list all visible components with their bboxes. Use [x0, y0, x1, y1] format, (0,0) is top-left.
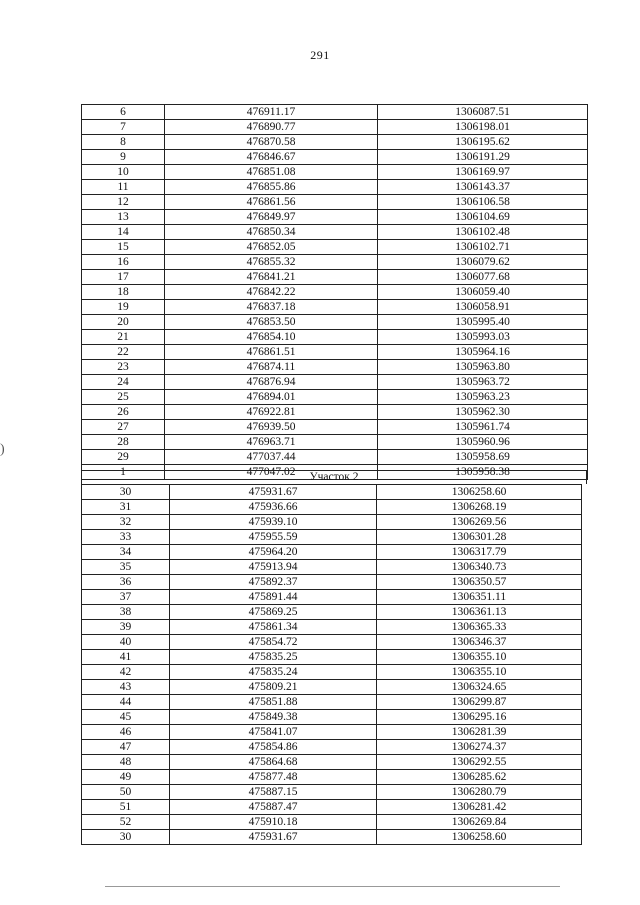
x-coordinate-cell: 475809.21	[170, 680, 377, 695]
y-coordinate-cell: 1306299.87	[377, 695, 582, 710]
point-number-cell: 33	[82, 530, 170, 545]
point-number-cell: 27	[82, 420, 165, 435]
table-row	[82, 830, 582, 845]
table-row	[82, 755, 582, 770]
x-coordinate-cell: 476846.67	[165, 150, 378, 165]
x-coordinate-cell: 476894.01	[165, 390, 378, 405]
table-row	[82, 420, 588, 435]
table-row	[82, 150, 588, 165]
table-row	[82, 575, 582, 590]
table-row	[82, 105, 588, 120]
x-coordinate-cell: 476837.18	[165, 300, 378, 315]
y-coordinate-cell: 1305962.30	[378, 405, 588, 420]
y-coordinate-cell: 1306274.37	[377, 740, 582, 755]
point-number-cell: 50	[82, 785, 170, 800]
table-row	[82, 605, 582, 620]
point-number-cell: 8	[82, 135, 165, 150]
table-row	[82, 450, 588, 465]
y-coordinate-cell: 1305963.72	[378, 375, 588, 390]
y-coordinate-cell: 1305993.03	[378, 330, 588, 345]
point-number-cell: 44	[82, 695, 170, 710]
point-number-cell: 6	[82, 105, 165, 120]
point-number-cell: 39	[82, 620, 170, 635]
table-row	[82, 515, 582, 530]
coordinates-table-part-2	[81, 484, 582, 845]
point-number-cell: 45	[82, 710, 170, 725]
x-coordinate-cell: 475887.15	[170, 785, 377, 800]
y-coordinate-cell: 1306102.71	[378, 240, 588, 255]
x-coordinate-cell: 475864.68	[170, 755, 377, 770]
table-row	[82, 800, 582, 815]
point-number-cell: 17	[82, 270, 165, 285]
point-number-cell: 37	[82, 590, 170, 605]
table-row	[82, 665, 582, 680]
point-number-cell: 15	[82, 240, 165, 255]
y-coordinate-cell: 1306169.97	[378, 165, 588, 180]
y-coordinate-cell: 1306355.10	[377, 665, 582, 680]
point-number-cell: 34	[82, 545, 170, 560]
table-row	[82, 135, 588, 150]
y-coordinate-cell: 1306195.62	[378, 135, 588, 150]
table-row	[82, 225, 588, 240]
y-coordinate-cell: 1305995.40	[378, 315, 588, 330]
x-coordinate-cell: 475931.67	[170, 485, 377, 500]
x-coordinate-cell: 475854.72	[170, 635, 377, 650]
table-row	[82, 210, 588, 225]
point-number-cell: 13	[82, 210, 165, 225]
table-row	[82, 180, 588, 195]
x-coordinate-cell: 475841.07	[170, 725, 377, 740]
y-coordinate-cell: 1306104.69	[378, 210, 588, 225]
table-row	[82, 635, 582, 650]
point-number-cell: 25	[82, 390, 165, 405]
page-number: 291	[310, 48, 330, 62]
y-coordinate-cell: 1305964.16	[378, 345, 588, 360]
point-number-cell: 36	[82, 575, 170, 590]
point-number-cell: 24	[82, 375, 165, 390]
x-coordinate-cell: 476861.56	[165, 195, 378, 210]
x-coordinate-cell: 475887.47	[170, 800, 377, 815]
point-number-cell: 51	[82, 800, 170, 815]
y-coordinate-cell: 1306059.40	[378, 285, 588, 300]
x-coordinate-cell: 476922.81	[165, 405, 378, 420]
point-number-cell: 49	[82, 770, 170, 785]
table-row	[82, 345, 588, 360]
y-coordinate-cell: 1305963.80	[378, 360, 588, 375]
x-coordinate-cell: 476855.32	[165, 255, 378, 270]
y-coordinate-cell: 1306351.11	[377, 590, 582, 605]
x-coordinate-cell: 476842.22	[165, 285, 378, 300]
point-number-cell: 18	[82, 285, 165, 300]
point-number-cell: 31	[82, 500, 170, 515]
y-coordinate-cell: 1305961.74	[378, 420, 588, 435]
x-coordinate-cell: 476911.17	[165, 105, 378, 120]
table-row	[82, 725, 582, 740]
point-number-cell: 46	[82, 725, 170, 740]
point-number-cell: 35	[82, 560, 170, 575]
y-coordinate-cell: 1306361.13	[377, 605, 582, 620]
x-coordinate-cell: 476854.10	[165, 330, 378, 345]
table-row	[82, 740, 582, 755]
x-coordinate-cell: 475955.59	[170, 530, 377, 545]
x-coordinate-cell: 476853.50	[165, 315, 378, 330]
x-coordinate-cell: 476890.77	[165, 120, 378, 135]
point-number-cell: 1	[82, 465, 165, 480]
point-number-cell: 40	[82, 635, 170, 650]
table-row	[82, 240, 588, 255]
x-coordinate-cell: 475892.37	[170, 575, 377, 590]
table-row	[82, 165, 588, 180]
table-row	[82, 695, 582, 710]
x-coordinate-cell: 476851.08	[165, 165, 378, 180]
y-coordinate-cell: 1306191.29	[378, 150, 588, 165]
x-coordinate-cell: 475891.44	[170, 590, 377, 605]
table-row	[82, 770, 582, 785]
point-number-cell: 47	[82, 740, 170, 755]
table-row	[82, 390, 588, 405]
y-coordinate-cell: 1306102.48	[378, 225, 588, 240]
x-coordinate-cell: 475913.94	[170, 560, 377, 575]
table-row	[82, 255, 588, 270]
x-coordinate-cell: 475854.86	[170, 740, 377, 755]
y-coordinate-cell: 1306317.79	[377, 545, 582, 560]
table-row	[82, 485, 582, 500]
x-coordinate-cell: 475936.66	[170, 500, 377, 515]
y-coordinate-cell: 1306281.39	[377, 725, 582, 740]
x-coordinate-cell: 476855.86	[165, 180, 378, 195]
y-coordinate-cell: 1305960.96	[378, 435, 588, 450]
point-number-cell: 42	[82, 665, 170, 680]
y-coordinate-cell: 1306258.60	[377, 485, 582, 500]
point-number-cell: 23	[82, 360, 165, 375]
point-number-cell: 32	[82, 515, 170, 530]
point-number-cell: 12	[82, 195, 165, 210]
point-number-cell: 43	[82, 680, 170, 695]
point-number-cell: 30	[82, 485, 170, 500]
y-coordinate-cell: 1306143.37	[378, 180, 588, 195]
table-row	[82, 195, 588, 210]
y-coordinate-cell: 1306269.84	[377, 815, 582, 830]
table-row	[82, 560, 582, 575]
table-row	[82, 315, 588, 330]
y-coordinate-cell: 1306198.01	[378, 120, 588, 135]
table-row	[82, 300, 588, 315]
point-number-cell: 21	[82, 330, 165, 345]
point-number-cell: 26	[82, 405, 165, 420]
table-row	[82, 435, 588, 450]
table-row	[82, 590, 582, 605]
point-number-cell: 22	[82, 345, 165, 360]
table-row	[82, 650, 582, 665]
y-coordinate-cell: 1306301.28	[377, 530, 582, 545]
x-coordinate-cell: 475835.25	[170, 650, 377, 665]
table-row	[82, 815, 582, 830]
table-row	[82, 375, 588, 390]
section-header: Участок 2	[81, 470, 587, 484]
x-coordinate-cell: 476861.51	[165, 345, 378, 360]
point-number-cell: 9	[82, 150, 165, 165]
x-coordinate-cell: 476852.05	[165, 240, 378, 255]
table-row	[82, 360, 588, 375]
x-coordinate-cell: 475835.24	[170, 665, 377, 680]
point-number-cell: 20	[82, 315, 165, 330]
x-coordinate-cell: 475851.88	[170, 695, 377, 710]
y-coordinate-cell: 1306106.58	[378, 195, 588, 210]
point-number-cell: 28	[82, 435, 165, 450]
y-coordinate-cell: 1305958.38	[378, 465, 588, 480]
point-number-cell: 38	[82, 605, 170, 620]
y-coordinate-cell: 1306280.79	[377, 785, 582, 800]
x-coordinate-cell: 475849.38	[170, 710, 377, 725]
y-coordinate-cell: 1306365.33	[377, 620, 582, 635]
bottom-scan-line	[105, 886, 560, 887]
y-coordinate-cell: 1306340.73	[377, 560, 582, 575]
y-coordinate-cell: 1305958.69	[378, 450, 588, 465]
table-row	[82, 680, 582, 695]
y-coordinate-cell: 1306269.56	[377, 515, 582, 530]
y-coordinate-cell: 1306285.62	[377, 770, 582, 785]
y-coordinate-cell: 1306350.57	[377, 575, 582, 590]
y-coordinate-cell: 1306087.51	[378, 105, 588, 120]
x-coordinate-cell: 476841.21	[165, 270, 378, 285]
x-coordinate-cell: 475910.18	[170, 815, 377, 830]
x-coordinate-cell: 476939.50	[165, 420, 378, 435]
x-coordinate-cell: 477047.02	[165, 465, 378, 480]
point-number-cell: 14	[82, 225, 165, 240]
x-coordinate-cell: 477037.44	[165, 450, 378, 465]
point-number-cell: 16	[82, 255, 165, 270]
point-number-cell: 52	[82, 815, 170, 830]
y-coordinate-cell: 1305963.23	[378, 390, 588, 405]
y-coordinate-cell: 1306058.91	[378, 300, 588, 315]
y-coordinate-cell: 1306355.10	[377, 650, 582, 665]
y-coordinate-cell: 1306324.65	[377, 680, 582, 695]
table-row	[82, 330, 588, 345]
point-number-cell: 41	[82, 650, 170, 665]
x-coordinate-cell: 475861.34	[170, 620, 377, 635]
point-number-cell: 19	[82, 300, 165, 315]
x-coordinate-cell: 475931.67	[170, 830, 377, 845]
point-number-cell: 11	[82, 180, 165, 195]
table-row	[82, 530, 582, 545]
table-row	[82, 270, 588, 285]
y-coordinate-cell: 1306079.62	[378, 255, 588, 270]
x-coordinate-cell: 476963.71	[165, 435, 378, 450]
point-number-cell: 10	[82, 165, 165, 180]
coordinates-table-part-1	[81, 104, 588, 480]
y-coordinate-cell: 1306268.19	[377, 500, 582, 515]
point-number-cell: 30	[82, 830, 170, 845]
x-coordinate-cell: 476870.58	[165, 135, 378, 150]
x-coordinate-cell: 475939.10	[170, 515, 377, 530]
table-row	[82, 710, 582, 725]
x-coordinate-cell: 476876.94	[165, 375, 378, 390]
x-coordinate-cell: 476849.97	[165, 210, 378, 225]
table-row	[82, 285, 588, 300]
y-coordinate-cell: 1306346.37	[377, 635, 582, 650]
point-number-cell: 29	[82, 450, 165, 465]
y-coordinate-cell: 1306281.42	[377, 800, 582, 815]
table-row	[82, 120, 588, 135]
y-coordinate-cell: 1306077.68	[378, 270, 588, 285]
scan-edge-mark: )	[0, 442, 5, 457]
y-coordinate-cell: 1306295.16	[377, 710, 582, 725]
x-coordinate-cell: 476874.11	[165, 360, 378, 375]
x-coordinate-cell: 475964.20	[170, 545, 377, 560]
table-row	[82, 500, 582, 515]
y-coordinate-cell: 1306258.60	[377, 830, 582, 845]
table-row	[82, 785, 582, 800]
y-coordinate-cell: 1306292.55	[377, 755, 582, 770]
table-row	[82, 405, 588, 420]
x-coordinate-cell: 476850.34	[165, 225, 378, 240]
table-row	[82, 620, 582, 635]
x-coordinate-cell: 475877.48	[170, 770, 377, 785]
table-row	[82, 545, 582, 560]
point-number-cell: 48	[82, 755, 170, 770]
point-number-cell: 7	[82, 120, 165, 135]
x-coordinate-cell: 475869.25	[170, 605, 377, 620]
